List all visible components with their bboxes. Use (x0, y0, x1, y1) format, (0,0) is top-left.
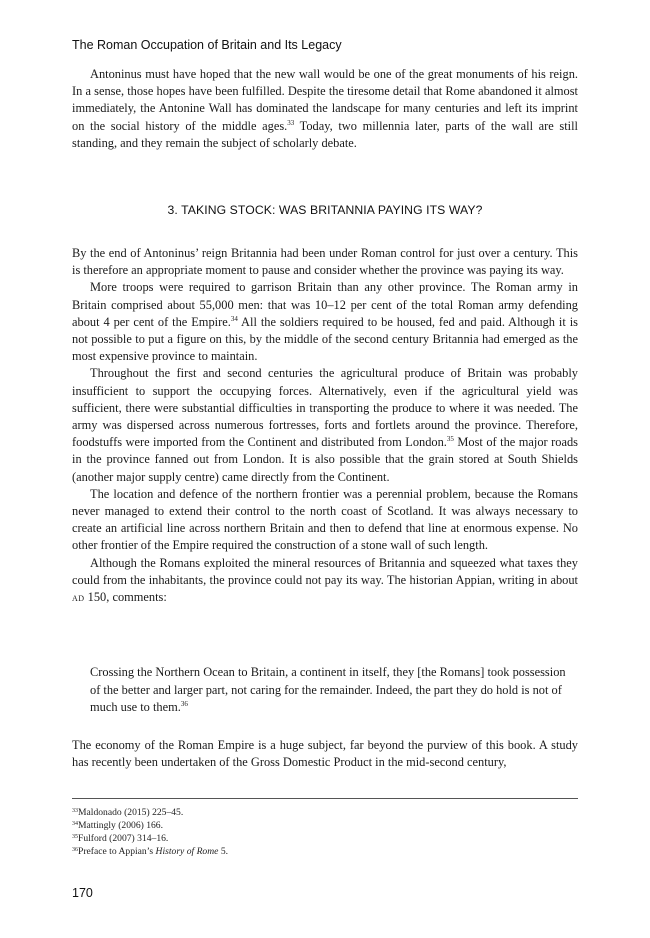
running-head: The Roman Occupation of Britain and Its Legacy (72, 38, 342, 52)
footnote-number: 35 (72, 834, 78, 840)
footnote-italic-title: History of Rome (155, 846, 219, 857)
intro-text: Antoninus must have hoped that the new wall would be one of the great monuments of his reign. In a sense, those hopes have been fulfilled. Despite the tiresome detail that Rome abandoned it almost immediately, the Antonine Wall has dominated the landscape for many centuries and left its imprint on the social history of the middle ages. (72, 67, 578, 133)
intro-text-tail: Today, two millennia later, parts of the wall are still standing, and they remain the subject of scholarly debate. (72, 118, 578, 150)
paragraph-3 (72, 365, 578, 485)
footnote-35 (72, 832, 228, 845)
section-body (72, 245, 578, 607)
paragraph-2-text: More troops were required to garrison Britain than any other province. The Roman army in Britain comprised about 55,000 men: that was 10–12 per cent of the total Roman army defending about 4 per cent of the Empire. (72, 280, 578, 329)
footnote-tail: 5. (218, 846, 229, 857)
footnote-33 (72, 806, 228, 819)
footnote-divider (72, 798, 578, 799)
page-number: 170 (72, 886, 93, 900)
block-quote (90, 664, 570, 717)
era-abbreviation: ad (72, 592, 85, 605)
footnote-text: Preface to Appian’s (78, 846, 156, 857)
footnote-number: 33 (72, 808, 78, 814)
paragraph-5 (72, 555, 578, 608)
paragraph-2-tail: All the soldiers required to be housed, fed and paid. Although it is not possible to put a figure on this, by the middle of the second century Britannia had emerged as the most expensive province to maintain. (72, 314, 578, 364)
paragraph-2 (72, 279, 578, 365)
footnote-text: Mattingly (2006) 166. (78, 820, 164, 831)
quote-text: Crossing the Northern Ocean to Britain, a continent in itself, they [the Romans] took possession of the better and larger part, not caring for the remainder. Indeed, the part they do hold is not of much use to them. (90, 665, 566, 715)
footnote-ref-33[interactable]: 33 (287, 118, 295, 127)
paragraph-1: By the end of Antoninus’ reign Britannia had been under Roman control for just over a century. This is therefore an appropriate moment to pause and consider whether the province was paying its way. (72, 246, 578, 278)
footnote-number: 36 (72, 847, 78, 853)
footnote-34 (72, 819, 228, 832)
paragraph-6-block (72, 737, 578, 771)
footnote-ref-36[interactable]: 36 (180, 700, 188, 709)
footnotes (72, 806, 228, 858)
section-heading: 3. TAKING STOCK: WAS BRITANNIA PAYING ITS WAY? (167, 203, 483, 217)
footnote-text: Fulford (2007) 314–16. (78, 833, 169, 844)
paragraph-3-text: Throughout the first and second centuries the agricultural produce of Britain was probably insufficient to support the occupying forces. Alternatively, even if the agricultural yield was sufficient, there were substantial difficulties in transporting the produce to where it was needed. The army was dispersed across numerous fortresses, forts and fortlets around the province. Therefore, foodstuffs were imported from the Continent and distributed from London. (72, 366, 578, 450)
footnote-36 (72, 845, 228, 858)
paragraph-3-tail: Most of the major roads in the province fanned out from London. It is also possible that the grain stored at South Shields (another major supply centre) came directly from the Continent. (72, 435, 578, 484)
footnote-text: Maldonado (2015) 225–45. (78, 807, 184, 818)
footnote-ref-34[interactable]: 34 (230, 314, 238, 323)
paragraph-6: The economy of the Roman Empire is a huge subject, far beyond the purview of this book. A study has recently been undertaken of the Gross Domestic Product in the mid-second century, (72, 738, 578, 770)
footnote-number: 34 (72, 821, 78, 827)
intro-paragraph (72, 66, 578, 152)
footnote-ref-35[interactable]: 35 (446, 435, 454, 444)
paragraph-5-tail: 150, comments: (84, 590, 167, 605)
paragraph-4: The location and defence of the northern frontier was a perennial problem, because the Romans never managed to extend their control to the north coast of Scotland. It was always necessary to create an artificial line across northern Britain and then to defend that line at enormous expense. No other frontier of the Empire required the construction of a stone wall of such length. (72, 486, 578, 553)
paragraph-5-text: Although the Romans exploited the mineral resources of Britannia and squeezed what taxes they could from the inhabitants, the province could not pay its way. The historian Appian, writing in about (72, 555, 578, 587)
